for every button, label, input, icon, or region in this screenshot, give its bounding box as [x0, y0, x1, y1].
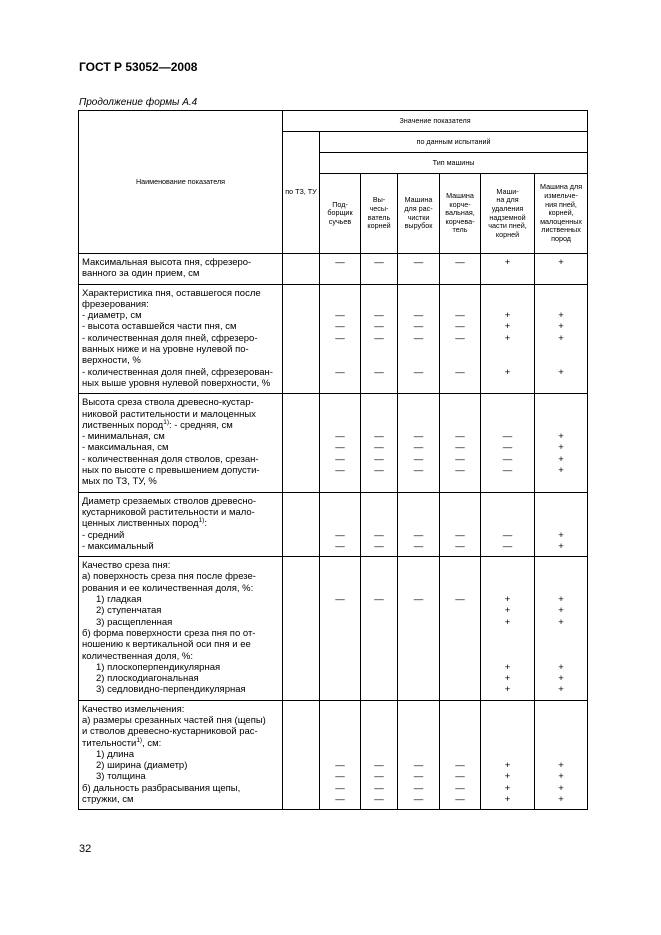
- indicator-line: кустарниковой растительности и мало-: [82, 506, 255, 518]
- value-mark: +: [558, 332, 564, 344]
- machine-value-cell: [361, 700, 398, 810]
- machine-value-cell: [361, 254, 398, 285]
- value-mark: —: [502, 442, 513, 454]
- value-mark: +: [504, 257, 511, 268]
- indicator-line: 1) плоскоперпендикулярная: [96, 661, 221, 673]
- value-mark: —: [455, 257, 465, 268]
- tz-tu-value: [283, 394, 320, 492]
- indicator-line: 2) плоскодиагональная: [96, 673, 199, 685]
- value-mark: —: [374, 465, 384, 477]
- indicator-line: - диаметр, см: [82, 310, 142, 322]
- machine-value-cell: [398, 492, 440, 556]
- indicator-line-cont: :: [204, 518, 207, 530]
- indicator-line: 2) ступенчатая: [96, 605, 162, 617]
- indicator-line-cont: , см:: [142, 737, 162, 749]
- machine-value-cell: [320, 394, 361, 492]
- form-continuation-label: Продолжение формы А.4: [79, 97, 198, 108]
- value-mark: —: [413, 782, 424, 794]
- value-mark: —: [335, 321, 345, 333]
- machine-value-cell: [398, 700, 440, 810]
- value-mark: —: [374, 310, 384, 322]
- machine-value-cell: [440, 700, 481, 810]
- value-mark: —: [335, 760, 345, 772]
- value-mark: —: [455, 310, 465, 322]
- value-mark: +: [558, 366, 564, 378]
- indicator-line: - количественная доля пней, сфрезеро-: [82, 332, 258, 344]
- header-machine-type-4: Машина корче- вальная, корчева- тель: [440, 174, 481, 254]
- indicator-line: лиственных пород: [82, 419, 164, 431]
- indicator-line: 1) длина: [96, 748, 135, 760]
- footnote-mark: 1): [136, 736, 143, 744]
- value-mark: —: [455, 540, 465, 552]
- value-mark: —: [374, 771, 384, 783]
- tz-tu-value: [283, 700, 320, 810]
- value-mark: —: [374, 782, 384, 794]
- value-mark: +: [504, 594, 511, 606]
- indicator-line: тительности: [82, 737, 137, 749]
- indicator-line: мых по ТЗ, ТУ, %: [82, 476, 157, 488]
- value-mark: +: [558, 431, 564, 443]
- table-row: [79, 557, 588, 701]
- machine-value-cell: [481, 700, 535, 810]
- machine-value-cell: [535, 700, 588, 810]
- indicator-line: Характеристика пня, оставшегося после: [82, 287, 261, 299]
- indicator-name: [79, 394, 283, 492]
- indicator-name: [79, 700, 283, 810]
- value-mark: —: [335, 594, 345, 606]
- machine-value-cell: [440, 284, 481, 394]
- value-mark: —: [502, 529, 513, 541]
- table-row: [79, 284, 588, 394]
- value-mark: +: [558, 453, 564, 465]
- value-mark: —: [335, 782, 345, 794]
- indicator-line: - минимальная, см: [82, 431, 165, 443]
- indicator-line: ванного за один прием, см: [82, 268, 200, 280]
- indicator-line: верхности, %: [82, 355, 141, 367]
- document-title: ГОСТ Р 53052—2008: [79, 60, 198, 74]
- value-mark: —: [455, 760, 465, 772]
- value-mark: —: [455, 431, 465, 443]
- header-indicator-name: Наименование показателя: [79, 111, 283, 254]
- indicator-line: ношению к вертикальной оси пня и ее: [82, 639, 251, 651]
- value-mark: —: [335, 453, 345, 465]
- value-mark: +: [558, 605, 564, 617]
- value-mark: —: [335, 465, 345, 477]
- value-mark: —: [455, 771, 465, 783]
- header-machine-type-3: Машина для рас- чистки вырубок: [398, 174, 440, 254]
- indicator-line: ванных ниже и на уровне нулевой по-: [82, 344, 249, 356]
- header-machine-type-2: Вы- чесы- ватель корней: [361, 174, 398, 254]
- value-mark: —: [374, 540, 384, 552]
- header-machine-type-1: Под- борщик сучьев: [320, 174, 361, 254]
- value-mark: —: [413, 760, 424, 772]
- indicator-line: а) поверхность среза пня после фрезе-: [82, 571, 256, 583]
- indicators-table: [78, 110, 588, 810]
- value-mark: —: [455, 594, 465, 606]
- value-mark: —: [502, 431, 513, 443]
- value-mark: +: [558, 684, 564, 696]
- value-mark: —: [413, 332, 424, 344]
- page-number: 32: [79, 843, 92, 855]
- value-mark: —: [502, 540, 513, 552]
- value-mark: —: [413, 529, 424, 541]
- value-mark: +: [558, 321, 564, 333]
- header-value-group: Значение показателя: [283, 111, 588, 132]
- machine-value-cell: [440, 394, 481, 492]
- value-mark: —: [455, 366, 465, 378]
- value-mark: +: [558, 661, 564, 673]
- value-mark: —: [335, 442, 345, 454]
- value-mark: —: [455, 332, 465, 344]
- machine-value-cell: [535, 254, 588, 285]
- value-mark: +: [504, 332, 511, 344]
- machine-value-cell: [361, 492, 398, 556]
- value-mark: —: [413, 594, 424, 606]
- machine-value-cell: [398, 284, 440, 394]
- value-mark: +: [558, 594, 564, 606]
- indicator-line: количественная доля, %:: [82, 650, 193, 662]
- machine-value-cell: [320, 557, 361, 701]
- machine-value-cell: [440, 557, 481, 701]
- machine-value-cell: [440, 254, 481, 285]
- machine-value-cell: [535, 492, 588, 556]
- header-machine-type-6: Машина для измельче- ния пней, корней, малоценных лиственных пород: [535, 174, 588, 254]
- footnote-mark: 1): [163, 418, 169, 426]
- machine-value-cell: [320, 492, 361, 556]
- indicator-line: Максимальная высота пня, сфрезеро-: [82, 257, 252, 268]
- value-mark: —: [455, 453, 465, 465]
- value-mark: —: [335, 257, 345, 268]
- indicator-line: Качество среза пня:: [82, 560, 171, 572]
- indicator-name: [79, 284, 283, 394]
- value-mark: —: [374, 794, 384, 806]
- value-mark: +: [558, 465, 564, 477]
- value-mark: —: [413, 310, 424, 322]
- value-mark: —: [455, 442, 465, 454]
- header-tz-tu: по ТЗ, ТУ: [283, 132, 320, 254]
- value-mark: —: [455, 529, 465, 541]
- machine-value-cell: [320, 254, 361, 285]
- value-mark: —: [335, 540, 345, 552]
- value-mark: —: [455, 794, 465, 806]
- value-mark: +: [558, 771, 564, 783]
- value-mark: +: [558, 794, 564, 806]
- machine-value-cell: [398, 557, 440, 701]
- value-mark: —: [374, 442, 384, 454]
- indicator-line: ных по высоте с превышением допусти-: [82, 465, 260, 477]
- footnote-mark: 1): [198, 517, 205, 525]
- machine-value-cell: [398, 394, 440, 492]
- value-mark: —: [335, 332, 345, 344]
- value-mark: +: [558, 257, 564, 268]
- machine-value-cell: [320, 700, 361, 810]
- value-mark: —: [374, 366, 384, 378]
- machine-value-cell: [481, 254, 535, 285]
- indicator-line: 3) расщепленная: [96, 616, 173, 628]
- indicator-line: стружки, см: [82, 794, 134, 806]
- value-mark: +: [558, 529, 564, 541]
- value-mark: —: [502, 465, 513, 477]
- value-mark: —: [413, 465, 424, 477]
- value-mark: +: [504, 616, 511, 628]
- value-mark: —: [335, 431, 345, 443]
- value-mark: —: [374, 332, 384, 344]
- indicator-line: а) размеры срезанных частей пня (щепы): [82, 714, 266, 726]
- value-mark: +: [504, 673, 511, 685]
- indicator-line: - высота оставшейся части пня, см: [82, 321, 237, 333]
- machine-value-cell: [535, 557, 588, 701]
- indicator-line: Качество измельчения:: [82, 703, 185, 715]
- indicator-line: - максимальный: [82, 540, 154, 552]
- indicator-line: б) форма поверхности среза пня по от-: [82, 627, 256, 639]
- indicator-line: никовой растительности и малоценных: [82, 408, 256, 420]
- machine-value-cell: [481, 394, 535, 492]
- indicator-line: 2) ширина (диаметр): [96, 760, 188, 772]
- indicator-line: - максимальная, см: [82, 442, 169, 454]
- machine-value-cell: [361, 557, 398, 701]
- indicator-name: [79, 254, 283, 285]
- value-mark: +: [558, 782, 564, 794]
- indicator-name: [79, 492, 283, 556]
- machine-value-cell: [361, 394, 398, 492]
- machine-value-cell: [481, 284, 535, 394]
- tz-tu-value: [283, 557, 320, 701]
- indicator-line: Диаметр срезаемых стволов древесно-: [82, 495, 257, 507]
- machine-value-cell: [535, 394, 588, 492]
- table-row: [79, 492, 588, 556]
- value-mark: —: [413, 366, 424, 378]
- indicator-line: - количественная доля стволов, срезан-: [82, 453, 259, 465]
- tz-tu-value: [283, 284, 320, 394]
- header-machine-type: Тип машины: [320, 153, 588, 174]
- indicator-name: [79, 557, 283, 701]
- value-mark: +: [558, 540, 564, 552]
- value-mark: —: [413, 257, 424, 268]
- value-mark: +: [558, 616, 564, 628]
- table-row: [79, 394, 588, 492]
- machine-value-cell: [535, 284, 588, 394]
- value-mark: —: [455, 321, 465, 333]
- header-machine-type-5: Маши- на для удаления надземной части пней, корней: [481, 174, 535, 254]
- value-mark: —: [455, 465, 465, 477]
- value-mark: +: [504, 321, 511, 333]
- value-mark: —: [413, 321, 424, 333]
- value-mark: —: [413, 794, 424, 806]
- value-mark: —: [374, 594, 384, 606]
- value-mark: +: [558, 442, 564, 454]
- indicator-line: б) дальность разбрасывания щепы,: [82, 782, 241, 794]
- tz-tu-value: [283, 492, 320, 556]
- header-test-data: по данным испытаний: [320, 132, 588, 153]
- machine-value-cell: [361, 284, 398, 394]
- table-row: [79, 700, 588, 810]
- value-mark: —: [374, 257, 384, 268]
- indicator-line: ценных лиственных пород: [82, 518, 199, 530]
- table-row: [79, 254, 588, 285]
- value-mark: +: [504, 771, 511, 783]
- indicator-line: и стволов древесно-кустарниковой рас-: [82, 726, 258, 738]
- machine-value-cell: [481, 557, 535, 701]
- indicator-line: - количественная доля пней, сфрезерован-: [82, 366, 273, 378]
- indicator-line: - средний: [82, 529, 125, 541]
- value-mark: —: [374, 431, 384, 443]
- value-mark: —: [413, 442, 424, 454]
- machine-value-cell: [398, 254, 440, 285]
- indicator-line: 1) гладкая: [96, 594, 142, 606]
- indicator-line: 3) седловидно-перпендикулярная: [96, 684, 246, 696]
- value-mark: +: [504, 794, 511, 806]
- value-mark: +: [558, 673, 564, 685]
- value-mark: +: [558, 760, 564, 772]
- value-mark: +: [504, 661, 511, 673]
- value-mark: —: [374, 453, 384, 465]
- value-mark: +: [504, 605, 511, 617]
- value-mark: —: [374, 760, 384, 772]
- value-mark: +: [504, 782, 511, 794]
- value-mark: —: [335, 771, 345, 783]
- indicator-line-cont: : - средняя, см: [169, 419, 233, 431]
- indicator-line: ных выше уровня нулевой поверхности, %: [82, 377, 271, 389]
- indicator-line: Высота среза ствола древесно-кустар-: [82, 397, 254, 409]
- value-mark: +: [558, 310, 564, 322]
- value-mark: —: [335, 529, 345, 541]
- tz-tu-value: [283, 254, 320, 285]
- value-mark: —: [413, 431, 424, 443]
- value-mark: —: [455, 782, 465, 794]
- value-mark: —: [413, 453, 424, 465]
- value-mark: —: [413, 771, 424, 783]
- value-mark: +: [504, 366, 511, 378]
- value-mark: +: [504, 310, 511, 322]
- value-mark: —: [335, 310, 345, 322]
- value-mark: —: [374, 321, 384, 333]
- machine-value-cell: [481, 492, 535, 556]
- value-mark: —: [413, 540, 424, 552]
- value-mark: —: [335, 366, 345, 378]
- value-mark: +: [504, 684, 511, 696]
- machine-value-cell: [320, 284, 361, 394]
- indicator-line: рования и ее количественная доля, %:: [82, 582, 254, 594]
- indicator-line: 3) толщина: [96, 771, 146, 783]
- value-mark: —: [374, 529, 384, 541]
- value-mark: +: [504, 760, 511, 772]
- value-mark: —: [335, 794, 345, 806]
- value-mark: —: [502, 453, 513, 465]
- machine-value-cell: [440, 492, 481, 556]
- indicator-line: фрезерования:: [82, 298, 149, 310]
